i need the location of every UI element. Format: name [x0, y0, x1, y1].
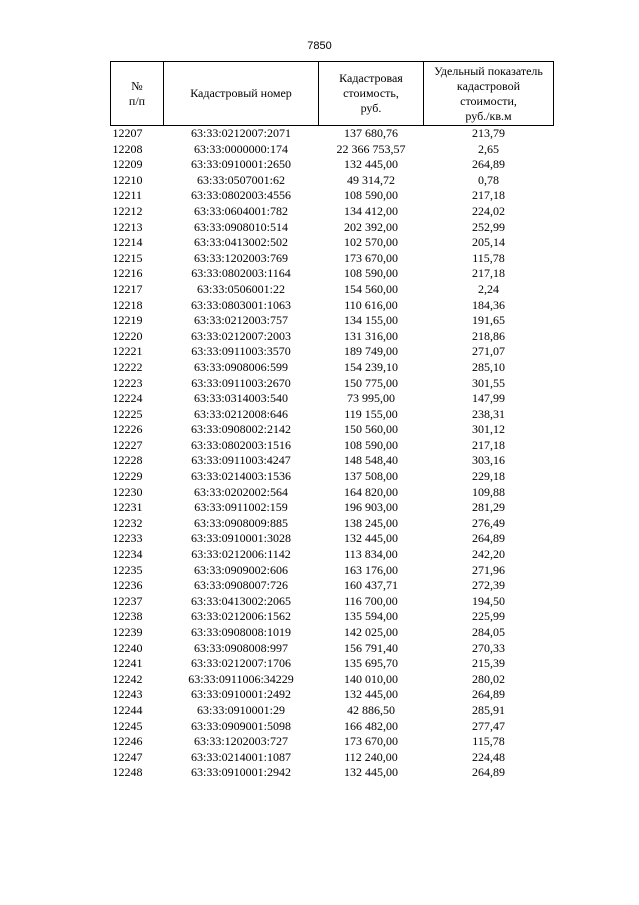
cadastral-value-cell: 156 791,40	[344, 640, 398, 655]
header-row	[111, 62, 554, 126]
table-row	[111, 235, 554, 251]
table-row	[111, 703, 554, 719]
cadastral-value-cell: 49 314,72	[347, 172, 395, 187]
cadastral-number-cell: 63:33:0214001:1087	[190, 749, 291, 764]
cadastral-number-cell: 63:33:0212007:2003	[190, 328, 291, 343]
cadastral-number-cell: 63:33:0314003:540	[193, 391, 288, 406]
specific-value-cell: 217,18	[472, 188, 505, 203]
table-row	[111, 360, 554, 376]
row-number-cell: 12228	[112, 453, 143, 468]
table-row	[111, 157, 554, 173]
cadastral-number-cell: 63:33:0910001:2942	[190, 765, 291, 780]
specific-value-cell: 284,05	[472, 625, 505, 639]
cadastral-number-cell: 63:33:0911002:159	[194, 500, 288, 515]
cadastral-number-cell: 63:33:1202003:727	[193, 734, 288, 749]
cadastral-number-cell: 63:33:0604001:782	[193, 203, 288, 218]
cadastral-value-cell: 131 316,00	[344, 328, 398, 343]
cadastral-value-cell: 154 560,00	[344, 281, 398, 296]
specific-value-cell: 115,78	[472, 734, 505, 749]
row-number-cell: 12246	[112, 734, 143, 749]
cadastral-value-cell: 164 820,00	[344, 484, 398, 499]
row-number-cell: 12209	[112, 157, 143, 172]
row-number-cell: 12243	[112, 687, 143, 702]
row-number-cell: 12220	[112, 328, 143, 343]
row-number-cell: 12230	[112, 484, 143, 499]
cadastral-number-cell: 63:33:0909001:5098	[190, 718, 291, 733]
specific-value-cell: 264,89	[472, 531, 505, 546]
cadastral-value-cell: 138 245,00	[344, 515, 398, 530]
specific-value-cell: 115,78	[472, 250, 505, 265]
cadastral-number-cell: 63:33:0202002:564	[193, 484, 288, 499]
table-row	[111, 500, 554, 516]
page-number: 7850	[307, 40, 332, 52]
specific-value-cell: 217,18	[472, 266, 505, 281]
row-number-cell: 12210	[112, 172, 143, 187]
cadastral-value-cell: 160 437,71	[344, 578, 398, 593]
cadastral-number-cell: 63:33:0908006:599	[193, 359, 288, 374]
table-row	[111, 126, 554, 142]
specific-value-cell: 147,99	[472, 391, 505, 406]
specific-value-cell: 218,86	[472, 328, 505, 343]
specific-value-cell: 191,65	[472, 313, 505, 328]
cadastral-value-cell: 154 239,10	[344, 359, 398, 374]
cadastral-number-cell: 63:33:0910001:29	[196, 702, 285, 717]
table-row	[111, 531, 554, 547]
specific-value-cell: 2,24	[478, 281, 499, 296]
cadastral-number-cell: 63:33:0507001:62	[196, 172, 285, 187]
table-row	[111, 204, 554, 220]
cadastral-value-cell: 134 412,00	[344, 203, 398, 218]
cadastral-value-cell: 102 570,00	[344, 235, 398, 250]
specific-value-cell: 184,36	[472, 297, 505, 312]
cadastral-value-cell: 150 775,00	[344, 375, 398, 390]
row-number-cell: 12234	[112, 547, 143, 562]
row-number-cell: 12207	[112, 126, 143, 140]
row-number-cell: 12247	[112, 749, 143, 764]
specific-value-cell: 229,18	[472, 469, 505, 484]
specific-value-cell: 0,78	[478, 172, 499, 187]
cadastral-number-cell: 63:33:0214003:1536	[190, 469, 291, 484]
cadastral-number-cell: 63:33:0911003:2670	[191, 375, 291, 390]
specific-value-cell: 109,88	[472, 484, 505, 499]
table-row	[111, 282, 554, 298]
cadastral-number-cell: 63:33:0911003:4247	[191, 453, 291, 468]
cadastral-value-cell: 132 445,00	[344, 531, 398, 546]
row-number-cell: 12211	[112, 188, 143, 203]
cadastral-value-cell: 196 903,00	[344, 500, 398, 515]
cadastral-value-cell: 113 834,00	[344, 547, 398, 562]
table-row	[111, 516, 554, 532]
specific-value-cell: 272,39	[472, 578, 505, 593]
table-row	[111, 765, 554, 781]
cadastral-value-cell: 42 886,50	[347, 702, 395, 717]
table-row	[111, 298, 554, 314]
specific-value-cell: 270,33	[472, 640, 505, 655]
row-number-cell: 12240	[112, 640, 143, 655]
cadastral-number-cell: 63:33:0212006:1142	[191, 547, 291, 562]
table-row	[111, 438, 554, 454]
cadastral-value-cell: 132 445,00	[344, 157, 398, 172]
cadastral-value-cell: 173 670,00	[344, 250, 398, 265]
row-number-cell: 12217	[112, 281, 143, 296]
cadastral-value-cell: 189 749,00	[344, 344, 398, 359]
row-number-cell: 12227	[112, 437, 143, 452]
table-row	[111, 485, 554, 501]
cadastral-value-cell: 173 670,00	[344, 734, 398, 749]
cadastral-number-cell: 63:33:0413002:502	[193, 235, 288, 250]
row-number-cell: 12224	[112, 391, 143, 406]
table-row	[111, 609, 554, 625]
cadastral-number-cell: 63:33:0911006:34229	[188, 671, 294, 686]
row-number-cell: 12219	[112, 313, 143, 328]
row-number-cell: 12239	[112, 625, 143, 639]
table-body	[111, 126, 554, 781]
specific-value-cell: 301,12	[472, 422, 505, 437]
cadastral-value-cell: 137 680,76	[344, 126, 398, 140]
specific-value-cell: 276,49	[472, 515, 505, 530]
table-header	[111, 62, 554, 126]
cadastral-number-cell: 63:33:0908007:726	[193, 578, 288, 593]
cadastral-number-cell: 63:33:0910001:3028	[190, 531, 291, 546]
specific-value-cell: 217,18	[472, 437, 505, 452]
header-cadastral-value: Кадастровая стоимость, руб.	[319, 62, 424, 126]
row-number-cell: 12222	[112, 359, 143, 374]
cadastral-number-cell: 63:33:0911003:3570	[191, 344, 291, 359]
table-row	[111, 391, 554, 407]
cadastral-value-table	[110, 61, 554, 781]
table-row	[111, 641, 554, 657]
specific-value-cell: 242,20	[472, 547, 505, 562]
cadastral-number-cell: 63:33:0803001:1063	[190, 297, 291, 312]
row-number-cell: 12238	[112, 609, 143, 624]
cadastral-number-cell: 63:33:0413002:2065	[190, 593, 291, 608]
row-number-cell: 12208	[112, 141, 143, 156]
cadastral-number-cell: 63:33:0212008:646	[193, 406, 288, 421]
row-number-cell: 12221	[112, 344, 143, 359]
table-row	[111, 173, 554, 189]
cadastral-number-cell: 63:33:0212006:1562	[190, 609, 291, 624]
specific-value-cell: 264,89	[472, 687, 505, 702]
row-number-cell: 12236	[112, 578, 143, 593]
cadastral-number-cell: 63:33:0908008:1019	[190, 625, 291, 639]
specific-value-cell: 224,02	[472, 203, 505, 218]
table-row	[111, 344, 554, 360]
specific-value-cell: 277,47	[472, 718, 505, 733]
table-row	[111, 188, 554, 204]
specific-value-cell: 264,89	[472, 157, 505, 172]
cadastral-number-cell: 63:33:0908008:997	[193, 640, 288, 655]
table-row	[111, 563, 554, 579]
specific-value-cell: 238,31	[472, 406, 505, 421]
cadastral-value-cell: 132 445,00	[344, 765, 398, 780]
row-number-cell: 12212	[112, 203, 143, 218]
table-row	[111, 656, 554, 672]
row-number-cell: 12225	[112, 406, 143, 421]
row-number-cell: 12244	[112, 702, 143, 717]
cadastral-value-cell: 135 695,70	[344, 656, 398, 671]
cadastral-value-cell: 150 560,00	[344, 422, 398, 437]
row-number-cell: 12248	[112, 765, 143, 780]
row-number-cell: 12215	[112, 250, 143, 265]
cadastral-number-cell: 63:33:0000000:174	[193, 141, 288, 156]
table-row	[111, 687, 554, 703]
table-row	[111, 750, 554, 766]
row-number-cell: 12242	[112, 671, 143, 686]
specific-value-cell: 252,99	[472, 219, 505, 234]
specific-value-cell: 280,02	[472, 671, 505, 686]
table-row	[111, 453, 554, 469]
cadastral-number-cell: 63:33:0802003:1164	[191, 266, 291, 281]
cadastral-number-cell: 63:33:1202003:769	[193, 250, 288, 265]
cadastral-number-cell: 63:33:0910001:2650	[190, 157, 291, 172]
cadastral-value-cell: 108 590,00	[344, 266, 398, 281]
cadastral-value-cell: 119 155,00	[344, 406, 398, 421]
specific-value-cell: 303,16	[472, 453, 505, 468]
table-row	[111, 625, 554, 641]
table-row	[111, 422, 554, 438]
cadastral-value-cell: 116 700,00	[344, 593, 398, 608]
table-row	[111, 376, 554, 392]
cadastral-number-cell: 63:33:0802003:1516	[190, 437, 291, 452]
row-number-cell: 12231	[112, 500, 143, 515]
table-row	[111, 672, 554, 688]
header-specific-value: Удельный показатель кадастровой стоимости, руб./кв.м	[424, 62, 554, 126]
cadastral-value-cell: 140 010,00	[344, 671, 398, 686]
table-row	[111, 578, 554, 594]
specific-value-cell: 224,48	[472, 749, 505, 764]
cadastral-number-cell: 63:33:0212007:2071	[190, 126, 291, 140]
cadastral-number-cell: 63:33:0802003:4556	[190, 188, 291, 203]
cadastral-value-cell: 163 176,00	[344, 562, 398, 577]
row-number-cell: 12216	[112, 266, 143, 281]
cadastral-value-cell: 22 366 753,57	[336, 141, 406, 156]
row-number-cell: 12218	[112, 297, 143, 312]
row-number-cell: 12241	[112, 656, 143, 671]
table-row	[111, 719, 554, 735]
row-number-cell: 12237	[112, 593, 143, 608]
row-number-cell: 12229	[112, 469, 143, 484]
specific-value-cell: 285,91	[472, 702, 505, 717]
specific-value-cell: 271,07	[472, 344, 505, 359]
specific-value-cell: 285,10	[472, 359, 505, 374]
cadastral-number-cell: 63:33:0908010:514	[193, 219, 288, 234]
table-row	[111, 469, 554, 485]
specific-value-cell: 264,89	[472, 765, 505, 780]
cadastral-value-cell: 108 590,00	[344, 188, 398, 203]
cadastral-value-cell: 148 548,40	[344, 453, 398, 468]
specific-value-cell: 205,14	[472, 235, 505, 250]
cadastral-value-cell: 166 482,00	[344, 718, 398, 733]
row-number-cell: 12233	[112, 531, 143, 546]
header-row-number: № п/п	[111, 62, 164, 126]
cadastral-value-cell: 202 392,00	[344, 219, 398, 234]
row-number-cell: 12226	[112, 422, 143, 437]
table-row	[111, 547, 554, 563]
specific-value-cell: 281,29	[472, 500, 505, 515]
specific-value-cell: 194,50	[472, 593, 505, 608]
cadastral-value-cell: 135 594,00	[344, 609, 398, 624]
cadastral-value-cell: 108 590,00	[344, 437, 398, 452]
cadastral-value-cell: 134 155,00	[344, 313, 398, 328]
cadastral-number-cell: 63:33:0908009:885	[193, 515, 288, 530]
cadastral-value-cell: 112 240,00	[344, 749, 398, 764]
specific-value-cell: 301,55	[472, 375, 505, 390]
cadastral-value-cell: 142 025,00	[344, 625, 398, 639]
cadastral-number-cell: 63:33:0212007:1706	[190, 656, 291, 671]
cadastral-value-cell: 110 616,00	[344, 297, 398, 312]
specific-value-cell: 215,39	[472, 656, 505, 671]
table-row	[111, 266, 554, 282]
cadastral-value-cell: 73 995,00	[347, 391, 395, 406]
row-number-cell: 12232	[112, 515, 143, 530]
row-number-cell: 12214	[112, 235, 143, 250]
specific-value-cell: 271,96	[472, 562, 505, 577]
cadastral-number-cell: 63:33:0212003:757	[193, 313, 288, 328]
cadastral-value-cell: 132 445,00	[344, 687, 398, 702]
table-row	[111, 594, 554, 610]
table-row	[111, 220, 554, 236]
specific-value-cell: 2,65	[478, 141, 499, 156]
table-row	[111, 142, 554, 158]
cadastral-number-cell: 63:33:0506001:22	[196, 281, 285, 296]
table-row	[111, 407, 554, 423]
cadastral-number-cell: 63:33:0910001:2492	[190, 687, 291, 702]
cadastral-number-cell: 63:33:0909002:606	[193, 562, 288, 577]
cadastral-value-cell: 137 508,00	[344, 469, 398, 484]
table-row	[111, 313, 554, 329]
row-number-cell: 12235	[112, 562, 143, 577]
row-number-cell: 12245	[112, 718, 143, 733]
cadastral-number-cell: 63:33:0908002:2142	[190, 422, 291, 437]
row-number-cell: 12223	[112, 375, 143, 390]
table-row	[111, 734, 554, 750]
header-cadastral-number: Кадастровый номер	[164, 62, 319, 126]
specific-value-cell: 225,99	[472, 609, 505, 624]
table-row	[111, 329, 554, 345]
specific-value-cell: 213,79	[472, 126, 505, 140]
row-number-cell: 12213	[112, 219, 143, 234]
table-row	[111, 251, 554, 267]
